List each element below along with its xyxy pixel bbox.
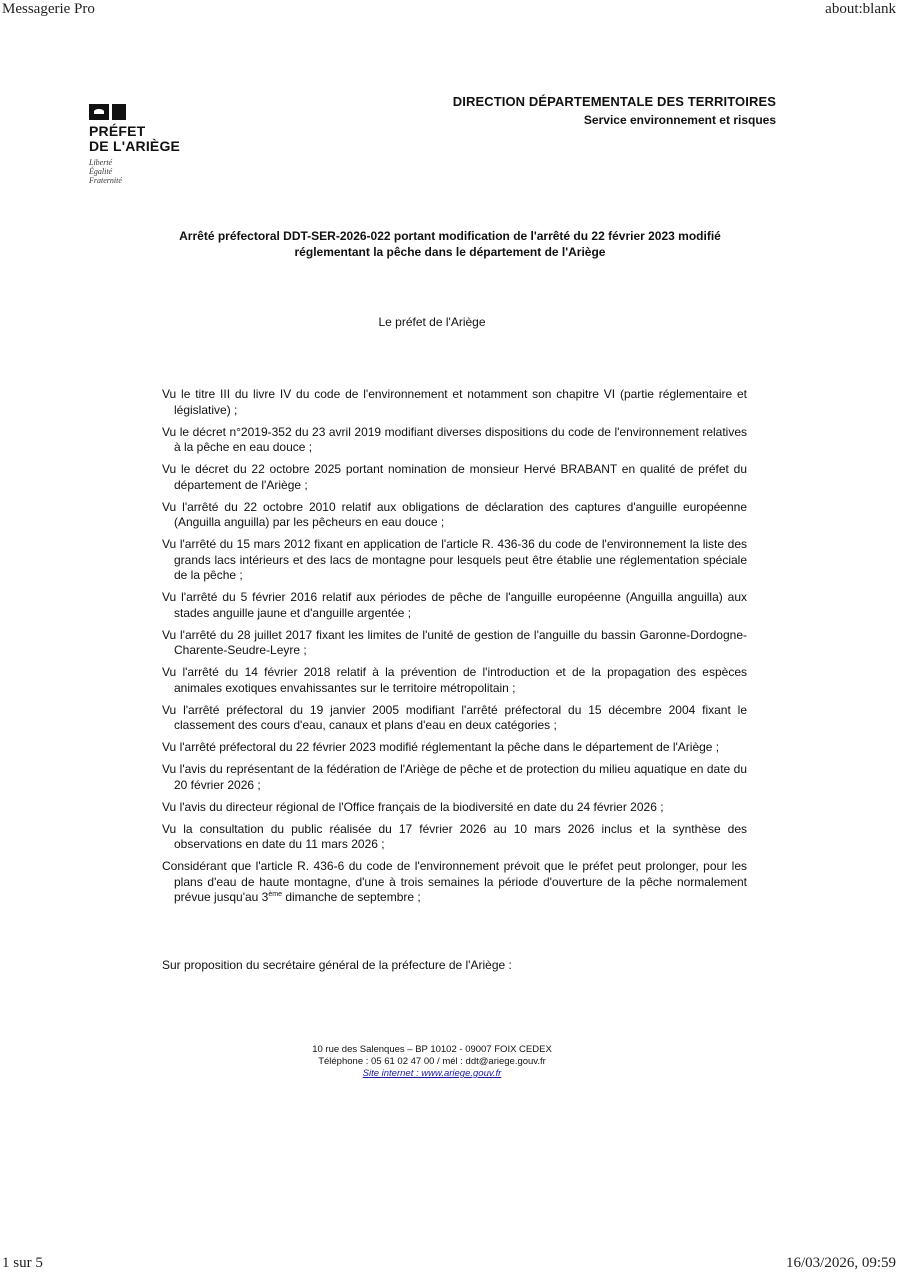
visa-item: Vu l'avis du représentant de la fédération de l'Ariège de pêche et de protection du milieu aquatique en date du 20 février 2026 ;	[162, 762, 747, 792]
prefet-line: Le préfet de l'Ariège	[378, 315, 486, 329]
considerant-text: Considérant que l'article R. 436-6 du code de l'environnement prévoit que le préfet peut prolonger, pour les plans d'eau de haute montagne, d'une à trois semaines la période d'ouverture de la pêche normalement prévue jusqu'au 3	[162, 859, 747, 904]
page-counter: 1 sur 5	[2, 1255, 43, 1271]
motto-liberte: Liberté	[89, 158, 113, 167]
print-header-title: Messagerie Pro	[2, 1, 95, 17]
visa-item: Vu l'arrêté du 28 juillet 2017 fixant les limites de l'unité de gestion de l'anguille du bassin Garonne-Dordogne-Charente-Seudre-Leyre ;	[162, 627, 747, 657]
marianne-icon	[89, 104, 209, 122]
logo-motto	[89, 158, 209, 185]
visa-item: Vu l'avis du directeur régional de l'Office français de la biodiversité en date du 24 février 2026 ;	[162, 799, 664, 814]
logo-line-1: PRÉFET	[89, 123, 146, 139]
footer-address: 10 rue des Salenques – BP 10102 - 09007 FOIX CEDEX	[312, 1044, 552, 1055]
visa-item: Vu l'arrêté du 15 mars 2012 fixant en application de l'article R. 436-36 du code de l'environnement la liste des grands lacs intérieurs et des lacs de montagne pour lesquels peut être établie une réglementation spéciale de la pêche ;	[162, 537, 747, 582]
website-link[interactable]: Site internet : www.ariege.gouv.fr	[362, 1068, 502, 1079]
visa-item: Vu l'arrêté du 5 février 2016 relatif aux périodes de pêche de l'anguille européenne (Anguilla anguilla) aux stades anguille jaune et d'anguille argentée ;	[162, 590, 747, 620]
visa-item: Vu l'arrêté préfectoral du 19 janvier 2005 modifiant l'arrêté préfectoral du 15 décembre 2004 fixant le classement des cours d'eau, canaux et plans d'eau en deux catégories ;	[162, 702, 747, 732]
visa-item: Vu le décret n°2019-352 du 23 avril 2019 modifiant diverses dispositions du code de l'environnement relatives à la pêche en eau douce ;	[162, 424, 747, 454]
visa-item: Vu l'arrêté du 22 octobre 2010 relatif aux obligations de déclaration des captures d'anguille européenne (Anguilla anguilla) par les pêcheurs en eau douce ;	[162, 499, 747, 529]
prefecture-logo	[89, 104, 209, 185]
visas-list	[162, 387, 747, 912]
considerant-item	[162, 859, 747, 906]
considerant-superscript: ème	[268, 891, 282, 898]
visa-item: Vu l'arrêté du 14 février 2018 relatif à la prévention de l'introduction et de la propagation des espèces animales exotiques envahissantes sur le territoire métropolitain ;	[162, 665, 747, 695]
print-timestamp: 16/03/2026, 09:59	[785, 1255, 896, 1271]
logo-line-2: DE L'ARIÈGE	[89, 138, 181, 154]
service-name: Service environnement et risques	[583, 113, 776, 127]
title-line-2: réglementant la pêche dans le département de l'Ariège	[294, 245, 606, 259]
motto-egalite: Égalité	[89, 167, 113, 176]
footer-phone: Téléphone : 05 61 02 47 00 / mél : ddt@ariege.gouv.fr	[318, 1056, 546, 1067]
title-line-1: Arrêté préfectoral DDT-SER-2026-022 portant modification de l'arrêté du 22 février 2023 modifié	[179, 229, 721, 243]
direction-name: DIRECTION DÉPARTEMENTALE DES TERRITOIRES	[452, 94, 776, 109]
proposition-line: Sur proposition du secrétaire général de la préfecture de l'Ariège :	[162, 958, 512, 972]
considerant-text-end: dimanche de septembre ;	[281, 890, 421, 904]
visa-item: Vu l'arrêté préfectoral du 22 février 2023 modifié réglementant la pêche dans le département de l'Ariège ;	[162, 740, 720, 754]
contact-footer	[0, 1044, 864, 1080]
visa-item: Vu la consultation du public réalisée du 17 février 2026 au 10 mars 2026 inclus et la synthèse des observations en date du 11 mars 2026 ;	[162, 821, 747, 851]
visa-item: Vu le décret du 22 octobre 2025 portant nomination de monsieur Hervé BRABANT en qualité de préfet du département de l'Ariège ;	[162, 462, 747, 492]
document-title	[120, 228, 780, 260]
issuing-authority	[453, 94, 776, 127]
visa-item: Vu le titre III du livre IV du code de l'environnement et notamment son chapitre VI (partie réglementaire et législative) ;	[162, 387, 747, 417]
print-header-url: about:blank	[825, 1, 896, 17]
motto-fraternite: Fraternité	[89, 176, 122, 185]
